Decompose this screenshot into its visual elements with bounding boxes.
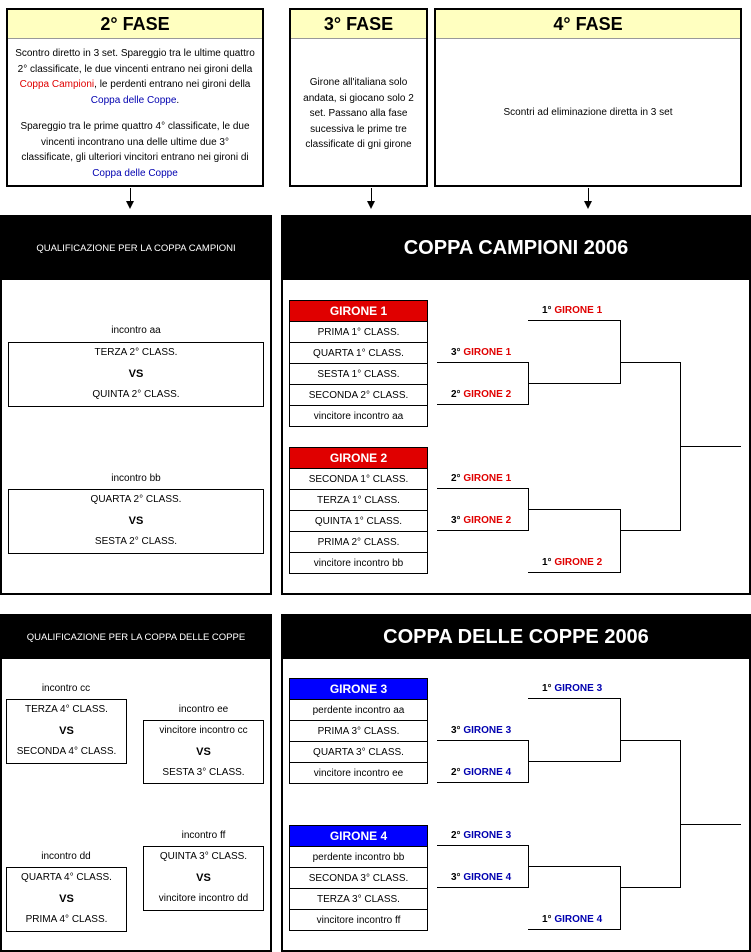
- bracket-line: [528, 698, 621, 699]
- bracket-pos: 3°: [451, 515, 461, 526]
- girone3-row: QUARTA 3° CLASS.: [290, 741, 427, 763]
- phase3-text: Girone all'italiana solo andata, si giocano solo 2 set. Passano alla fase sucessiva le prime tre classificate di gni girone: [303, 77, 414, 150]
- cc-bracket-slot-3: [451, 389, 511, 400]
- bracket-pos: 1°: [542, 305, 552, 316]
- bracket-group: GIRONE 1: [463, 347, 512, 358]
- girone4-row: SECONDA 3° CLASS.: [290, 867, 427, 889]
- phase2-text-2a: Spareggio tra le prime quattro 4° classificate, le due vincenti incontrano una delle ultime due 3° classificate, gli ulteriori vincitori entrano nei gironi di: [20, 121, 250, 163]
- girone2-row: TERZA 1° CLASS.: [290, 489, 427, 511]
- qual-cc-title: QUALIFICAZIONE PER LA COPPA CAMPIONI: [2, 217, 270, 280]
- phase2-link-coppa-coppe: Coppa delle Coppe: [90, 94, 177, 106]
- phase3-box: [289, 8, 428, 187]
- phase2-title: 2° FASE: [8, 10, 262, 39]
- girone2-row: SECONDA 1° CLASS.: [290, 468, 427, 490]
- qual-cc-panel: [0, 215, 272, 595]
- bracket-group: GIRONE 1: [554, 305, 603, 316]
- bracket-line: [528, 572, 621, 573]
- match-aa-label: incontro aa: [111, 325, 161, 336]
- coppa-coppe-title: COPPA DELLE COPPE 2006: [283, 616, 749, 659]
- match-cc-box: [6, 699, 127, 764]
- match-aa-box: [8, 342, 264, 407]
- cc-bracket-slot-4: [451, 473, 511, 484]
- girone4-header: GIRONE 4: [290, 826, 427, 846]
- match-bb-box: [8, 489, 264, 554]
- girone3-header: GIRONE 3: [290, 679, 427, 699]
- phase3-title: 3° FASE: [291, 10, 426, 39]
- bracket-line: [620, 866, 621, 930]
- match-ff-box: [143, 846, 264, 911]
- phase2-text-1a: Scontro diretto in 3 set. Spareggio tra le ultime quattro 2° classificate, le due vincenti entrano nei gironi della: [15, 48, 255, 75]
- girone2-row: QUINTA 1° CLASS.: [290, 510, 427, 532]
- phase2-text-1e: .: [176, 94, 180, 106]
- bracket-line: [437, 488, 528, 489]
- cc-bracket-slot-2: [451, 347, 511, 358]
- bracket-line: [528, 320, 621, 321]
- match-ee-vs: VS: [196, 746, 211, 758]
- bracket-group: GIRONE 3: [554, 683, 603, 694]
- girone4-row: perdente incontro bb: [290, 846, 427, 868]
- bracket-line: [528, 383, 621, 384]
- match-ee-label: incontro ee: [178, 704, 229, 715]
- match-ff-top: QUINTA 3° CLASS.: [159, 851, 248, 862]
- bracket-pos: 2°: [451, 473, 461, 484]
- bracket-line: [620, 320, 621, 384]
- girone1-row: vincitore incontro aa: [290, 405, 427, 427]
- phase4-title: 4° FASE: [436, 10, 740, 39]
- bracket-group: GIRONE 3: [463, 725, 512, 736]
- bracket-line: [620, 887, 681, 888]
- match-cc-label: incontro cc: [41, 683, 91, 694]
- bracket-line: [437, 362, 528, 363]
- bracket-group: GIRONE 3: [463, 830, 512, 841]
- match-ee-top: vincitore incontro cc: [159, 725, 248, 736]
- match-ff-bottom: vincitore incontro dd: [158, 893, 249, 904]
- bracket-line: [437, 845, 528, 846]
- match-dd-top: QUARTA 4° CLASS.: [21, 872, 112, 883]
- phase2-link-coppa-coppe-2: Coppa delle Coppe: [92, 167, 178, 179]
- qual-cdc-title: QUALIFICAZIONE PER LA COPPA DELLE COPPE: [2, 616, 270, 659]
- bracket-group: GIRONE 4: [463, 872, 512, 883]
- match-dd-box: [6, 867, 127, 932]
- phase2-text-2: [14, 119, 256, 181]
- girone4-row: vincitore incontro ff: [290, 909, 427, 931]
- match-dd-bottom: PRIMA 4° CLASS.: [25, 914, 108, 925]
- girone1-row: SECONDA 2° CLASS.: [290, 384, 427, 406]
- match-cc-vs: VS: [59, 725, 74, 737]
- match-aa-vs: VS: [128, 368, 144, 380]
- girone4-row: TERZA 3° CLASS.: [290, 888, 427, 910]
- match-ee-bottom: SESTA 3° CLASS.: [162, 767, 245, 778]
- bracket-line: [620, 509, 621, 573]
- cdc-bracket-slot-3: [451, 767, 511, 778]
- phase2-link-coppa-campioni: Coppa Campioni: [19, 79, 95, 90]
- girone1-header: GIRONE 1: [290, 301, 427, 321]
- bracket-pos: 3°: [451, 347, 461, 358]
- cdc-bracket-slot-6: [542, 914, 602, 925]
- girone1-table: [289, 300, 428, 427]
- bracket-group: GIORNE 4: [463, 767, 512, 778]
- bracket-line: [620, 530, 681, 531]
- bracket-line: [528, 509, 621, 510]
- bracket-line: [437, 887, 528, 888]
- girone3-row: vincitore incontro ee: [290, 762, 427, 784]
- bracket-group: GIRONE 4: [554, 914, 603, 925]
- girone4-table: [289, 825, 428, 931]
- bracket-line: [437, 404, 528, 405]
- match-dd-vs: VS: [59, 893, 74, 905]
- bracket-pos: 2°: [451, 830, 461, 841]
- bracket-pos: 3°: [451, 725, 461, 736]
- bracket-line: [437, 782, 528, 783]
- match-ff-vs: VS: [196, 872, 211, 884]
- bracket-line: [680, 824, 741, 825]
- bracket-pos: 3°: [451, 872, 461, 883]
- girone2-table: [289, 447, 428, 574]
- match-bb-label: incontro bb: [111, 473, 161, 484]
- girone3-row: PRIMA 3° CLASS.: [290, 720, 427, 742]
- girone1-row: QUARTA 1° CLASS.: [290, 342, 427, 364]
- bracket-line: [528, 929, 621, 930]
- match-cc-bottom: SECONDA 4° CLASS.: [16, 746, 117, 757]
- bracket-pos: 1°: [542, 557, 552, 568]
- girone2-row: vincitore incontro bb: [290, 552, 427, 574]
- girone3-row: perdente incontro aa: [290, 699, 427, 721]
- girone1-row: SESTA 1° CLASS.: [290, 363, 427, 385]
- match-dd-label: incontro dd: [41, 851, 91, 862]
- bracket-line: [620, 362, 681, 363]
- bracket-group: GIRONE 2: [463, 389, 512, 400]
- bracket-line: [620, 740, 681, 741]
- match-aa-top: TERZA 2° CLASS.: [94, 347, 178, 358]
- girone3-table: [289, 678, 428, 784]
- bracket-group: GIRONE 2: [463, 515, 512, 526]
- bracket-line: [680, 740, 681, 888]
- match-ff-label: incontro ff: [181, 830, 226, 841]
- bracket-line: [528, 866, 621, 867]
- cc-bracket-slot-1: [542, 305, 602, 316]
- bracket-line: [437, 740, 528, 741]
- bracket-pos: 2°: [451, 767, 461, 778]
- match-ee-box: [143, 720, 264, 784]
- phase4-text: Scontri ad eliminazione diretta in 3 set: [503, 107, 673, 118]
- bracket-pos: 1°: [542, 683, 552, 694]
- girone2-row: PRIMA 2° CLASS.: [290, 531, 427, 553]
- cdc-bracket-slot-4: [451, 830, 511, 841]
- bracket-line: [437, 530, 528, 531]
- girone1-row: PRIMA 1° CLASS.: [290, 321, 427, 343]
- bracket-pos: 2°: [451, 389, 461, 400]
- match-cc-top: TERZA 4° CLASS.: [25, 704, 108, 715]
- bracket-line: [528, 761, 621, 762]
- match-bb-bottom: SESTA 2° CLASS.: [94, 536, 178, 547]
- cdc-bracket-slot-2: [451, 725, 511, 736]
- cc-bracket-slot-5: [451, 515, 511, 526]
- phase2-text-1: [14, 46, 256, 108]
- phase4-box: [434, 8, 742, 187]
- bracket-line: [620, 698, 621, 762]
- phase2-box: [6, 8, 264, 187]
- cdc-bracket-slot-1: [542, 683, 602, 694]
- cc-bracket-slot-6: [542, 557, 602, 568]
- bracket-group: GIRONE 1: [463, 473, 512, 484]
- cdc-bracket-slot-5: [451, 872, 511, 883]
- girone2-header: GIRONE 2: [290, 448, 427, 468]
- match-bb-top: QUARTA 2° CLASS.: [90, 494, 182, 505]
- bracket-group: GIRONE 2: [554, 557, 603, 568]
- match-bb-vs: VS: [128, 515, 144, 527]
- bracket-pos: 1°: [542, 914, 552, 925]
- match-aa-bottom: QUINTA 2° CLASS.: [92, 389, 180, 400]
- coppa-campioni-title: COPPA CAMPIONI 2006: [283, 217, 749, 280]
- bracket-line: [680, 446, 741, 447]
- phase2-text-1c: , le perdenti entrano nei gironi della: [94, 79, 251, 90]
